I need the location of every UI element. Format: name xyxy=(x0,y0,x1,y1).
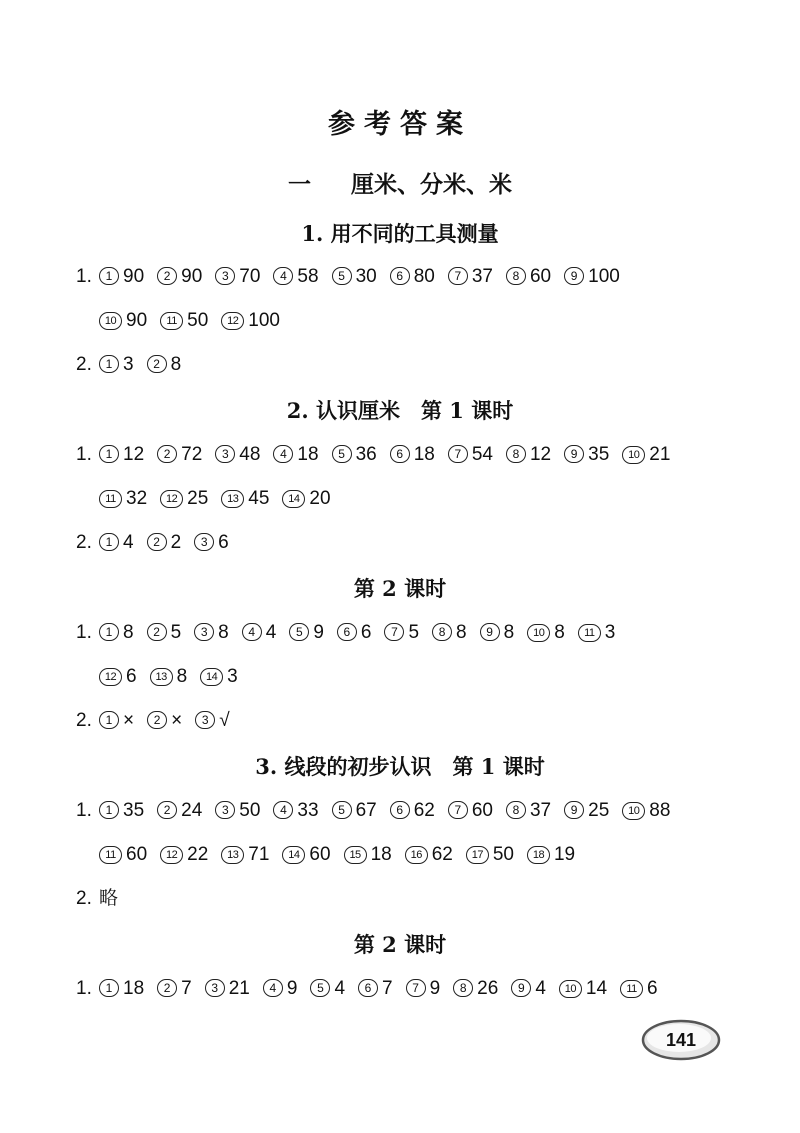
circled-number-marker: 3 xyxy=(215,801,235,819)
circled-number-marker: 9 xyxy=(480,623,500,641)
answer-item xyxy=(147,617,182,649)
page-title: 参考答案 xyxy=(328,109,472,140)
circled-number-marker: 9 xyxy=(564,801,584,819)
answer-item xyxy=(564,261,620,293)
answer-line xyxy=(99,305,293,337)
question-number: 2. xyxy=(76,354,92,375)
answer-item xyxy=(453,973,498,1005)
answer-value: 90 xyxy=(126,310,148,331)
circled-number-marker: 1 xyxy=(99,355,119,373)
chapter-number: 一 xyxy=(288,172,311,198)
circled-number-marker: 11 xyxy=(578,624,601,642)
question-number: 1. xyxy=(76,266,92,287)
answer-line xyxy=(76,617,628,649)
answer-item xyxy=(448,795,493,827)
answer-value: 70 xyxy=(239,266,261,287)
section-heading: 2. 认识厘米 第 1 课时 xyxy=(286,398,514,423)
answer-line xyxy=(99,839,588,871)
answer-line xyxy=(76,527,242,559)
answer-value: 30 xyxy=(355,266,377,287)
answer-value: 4 xyxy=(535,978,546,999)
circled-number-marker: 6 xyxy=(390,267,410,285)
answer-item xyxy=(622,795,670,827)
answer-item xyxy=(332,439,377,471)
answer-value: 9 xyxy=(286,978,298,999)
answer-value: 48 xyxy=(239,444,261,465)
answer-value: 50 xyxy=(492,844,514,865)
answer-line xyxy=(76,705,243,737)
answer-value: 100 xyxy=(248,310,280,331)
circled-number-marker: 1 xyxy=(99,533,119,551)
chapter-title xyxy=(0,165,800,205)
section-heading: 第 2 课时 xyxy=(353,932,447,957)
answer-item xyxy=(99,349,134,381)
question-number: 2. xyxy=(76,532,92,553)
answer-value: 60 xyxy=(529,266,552,287)
answer-value: 100 xyxy=(588,266,620,287)
answer-item xyxy=(205,973,250,1005)
answer-item xyxy=(527,839,575,871)
answer-value: 24 xyxy=(181,800,203,821)
circled-number-marker: 12 xyxy=(99,668,122,686)
answer-item xyxy=(448,439,493,471)
answer-value: 12 xyxy=(123,444,145,465)
answer-item xyxy=(194,617,229,649)
circled-number-marker: 5 xyxy=(310,979,330,997)
circled-number-marker: 13 xyxy=(150,668,173,686)
answer-item xyxy=(506,261,551,293)
answer-item xyxy=(99,705,134,737)
answer-value: 62 xyxy=(431,844,453,865)
answer-item xyxy=(384,617,419,649)
answer-value: 71 xyxy=(248,844,270,865)
circled-number-marker: 13 xyxy=(221,490,244,508)
answer-value: 58 xyxy=(297,266,319,287)
circled-number-marker: 16 xyxy=(405,846,428,864)
circled-number-marker: 1 xyxy=(99,267,119,285)
circled-number-marker: 4 xyxy=(273,267,293,285)
answer-item xyxy=(157,439,202,471)
circled-number-marker: 4 xyxy=(273,445,293,463)
circled-number-marker: 17 xyxy=(466,846,489,864)
circled-number-marker: 8 xyxy=(432,623,452,641)
answer-value: 36 xyxy=(355,444,377,465)
circled-number-marker: 4 xyxy=(263,979,283,997)
answer-item xyxy=(147,705,182,737)
circled-number-marker: 2 xyxy=(157,267,177,285)
circled-number-marker: 14 xyxy=(282,846,305,864)
answer-value: 54 xyxy=(471,444,493,465)
answer-value: 37 xyxy=(529,800,552,821)
answer-item xyxy=(147,349,182,381)
circled-number-marker: 14 xyxy=(282,490,305,508)
answer-item xyxy=(99,439,144,471)
circled-number-marker: 3 xyxy=(215,445,235,463)
answer-item xyxy=(332,261,377,293)
circled-number-marker: 11 xyxy=(99,846,122,864)
question-number: 1. xyxy=(76,978,92,999)
answer-item xyxy=(215,261,260,293)
answer-value: 4 xyxy=(265,622,277,643)
answer-item xyxy=(527,617,565,649)
answer-value: 35 xyxy=(123,800,145,821)
question-number: 1. xyxy=(76,800,92,821)
answer-item xyxy=(99,617,134,649)
answer-value: 18 xyxy=(370,844,392,865)
answer-value: 9 xyxy=(429,978,441,999)
circled-number-marker: 14 xyxy=(200,668,223,686)
answer-item xyxy=(221,483,269,515)
answer-item xyxy=(511,973,546,1005)
circled-number-marker: 1 xyxy=(99,711,119,729)
circled-number-marker: 3 xyxy=(194,623,214,641)
answer-item xyxy=(578,617,616,649)
answer-item xyxy=(273,261,318,293)
answer-item xyxy=(157,795,202,827)
answer-item xyxy=(344,839,392,871)
answer-value: 22 xyxy=(187,844,209,865)
answer-line xyxy=(76,795,683,827)
answer-value: 3 xyxy=(123,354,134,375)
circled-number-marker: 2 xyxy=(147,711,167,729)
answer-value: 90 xyxy=(123,266,145,287)
circled-number-marker: 12 xyxy=(221,312,244,330)
answer-item xyxy=(448,261,493,293)
circled-number-marker: 10 xyxy=(99,312,122,330)
circled-number-marker: 4 xyxy=(273,801,293,819)
circled-number-marker: 1 xyxy=(99,623,119,641)
answer-line xyxy=(76,883,118,915)
circled-number-marker: 8 xyxy=(453,979,473,997)
circled-number-marker: 7 xyxy=(384,623,404,641)
answer-item xyxy=(506,439,551,471)
circled-number-marker: 3 xyxy=(195,711,215,729)
answer-item xyxy=(390,261,435,293)
answer-value: 4 xyxy=(334,978,346,999)
answer-value: 12 xyxy=(529,444,552,465)
answer-item xyxy=(99,261,144,293)
answer-value: 25 xyxy=(588,800,610,821)
answer-item xyxy=(332,795,377,827)
answer-value: 6 xyxy=(218,532,229,553)
answer-value: 8 xyxy=(176,666,188,687)
answer-item xyxy=(466,839,514,871)
answer-item xyxy=(194,527,229,559)
answer-value: 8 xyxy=(503,622,515,643)
answer-value: 60 xyxy=(471,800,493,821)
circled-number-marker: 3 xyxy=(215,267,235,285)
answer-item xyxy=(221,839,269,871)
answer-item xyxy=(282,483,330,515)
answer-item xyxy=(282,839,330,871)
answer-value: 8 xyxy=(554,622,565,643)
answer-item xyxy=(432,617,467,649)
answer-item xyxy=(506,795,551,827)
circled-number-marker: 6 xyxy=(337,623,357,641)
circled-number-marker: 1 xyxy=(99,979,119,997)
circled-number-marker: 1 xyxy=(99,445,119,463)
answer-value: 35 xyxy=(588,444,610,465)
answer-item xyxy=(147,527,182,559)
circled-number-marker: 15 xyxy=(344,846,367,864)
circled-number-marker: 9 xyxy=(564,445,584,463)
answer-item xyxy=(337,617,372,649)
circled-number-marker: 8 xyxy=(506,801,526,819)
page-number: 141 xyxy=(665,1030,697,1050)
answer-item xyxy=(390,439,435,471)
circled-number-marker: 5 xyxy=(289,623,309,641)
answer-item xyxy=(157,261,202,293)
answer-value: 6 xyxy=(360,622,372,643)
question-number: 2. xyxy=(76,710,92,731)
circled-number-marker: 10 xyxy=(622,446,645,464)
answer-value: 18 xyxy=(413,444,435,465)
answer-value: 18 xyxy=(123,978,145,999)
circled-number-marker: 3 xyxy=(194,533,214,551)
answer-value: 9 xyxy=(313,622,324,643)
answer-value: 8 xyxy=(456,622,467,643)
answer-item xyxy=(160,839,208,871)
answer-item xyxy=(157,973,192,1005)
circled-number-marker: 8 xyxy=(506,267,526,285)
answer-line xyxy=(99,661,251,693)
answer-value: 62 xyxy=(413,800,435,821)
answer-item xyxy=(620,973,658,1005)
answer-value: 7 xyxy=(382,978,393,999)
answer-value: 45 xyxy=(248,488,270,509)
answer-item xyxy=(221,305,280,337)
answer-value: 14 xyxy=(585,978,608,999)
circled-number-marker: 10 xyxy=(559,980,582,998)
answer-value: 50 xyxy=(239,800,261,821)
circled-number-marker: 2 xyxy=(147,623,167,641)
answer-value: 88 xyxy=(649,800,671,821)
circled-number-marker: 2 xyxy=(157,801,177,819)
circled-number-marker: 10 xyxy=(622,802,645,820)
question-number: 2. xyxy=(76,888,92,909)
circled-number-marker: 9 xyxy=(564,267,584,285)
circled-number-marker: 6 xyxy=(358,979,378,997)
answer-item xyxy=(195,705,229,737)
question-number: 1. xyxy=(76,444,92,465)
answer-value: 3 xyxy=(227,666,238,687)
answer-item xyxy=(99,305,147,337)
answer-value: 19 xyxy=(553,844,576,865)
answer-value: 6 xyxy=(126,666,137,687)
circled-number-marker: 2 xyxy=(147,533,167,551)
answer-item xyxy=(289,617,324,649)
answer-item xyxy=(99,661,137,693)
question-number: 1. xyxy=(76,622,92,643)
answer-value: 72 xyxy=(181,444,203,465)
circled-number-marker: 12 xyxy=(160,846,183,864)
circled-number-marker: 6 xyxy=(390,445,410,463)
answer-value: 5 xyxy=(408,622,420,643)
circled-number-marker: 5 xyxy=(332,445,352,463)
chapter-name: 厘米、分米、米 xyxy=(351,172,512,198)
answer-value: 67 xyxy=(355,800,377,821)
answer-item xyxy=(99,839,147,871)
answer-value: 8 xyxy=(170,354,182,375)
circled-number-marker: 6 xyxy=(390,801,410,819)
circled-number-marker: 5 xyxy=(332,267,352,285)
answer-value: 25 xyxy=(187,488,209,509)
circled-number-marker: 2 xyxy=(157,445,177,463)
answer-value: √ xyxy=(219,710,230,731)
answer-item xyxy=(160,305,208,337)
answer-value: 32 xyxy=(126,488,148,509)
answer-item xyxy=(559,973,607,1005)
answer-line xyxy=(99,483,344,515)
answer-item xyxy=(564,439,609,471)
answer-line xyxy=(76,261,633,293)
answer-item xyxy=(263,973,298,1005)
answer-item xyxy=(99,527,134,559)
answer-value: 8 xyxy=(123,622,134,643)
circled-number-marker: 1 xyxy=(99,801,119,819)
answer-item xyxy=(150,661,188,693)
answer-item xyxy=(405,839,453,871)
answer-item xyxy=(200,661,238,693)
answer-item xyxy=(242,617,277,649)
circled-number-marker: 3 xyxy=(205,979,225,997)
answer-value: 26 xyxy=(477,978,499,999)
answer-item xyxy=(215,439,260,471)
answer-value: 2 xyxy=(170,532,182,553)
answer-value: 60 xyxy=(126,844,148,865)
answer-item xyxy=(310,973,345,1005)
answer-item xyxy=(564,795,609,827)
circled-number-marker: 4 xyxy=(242,623,262,641)
circled-number-marker: 2 xyxy=(157,979,177,997)
answer-item xyxy=(99,795,144,827)
answer-value: 7 xyxy=(181,978,192,999)
circled-number-marker: 18 xyxy=(527,846,550,864)
page-number-badge xyxy=(640,1018,722,1062)
circled-number-marker: 10 xyxy=(527,624,550,642)
answer-item xyxy=(622,439,670,471)
answer-value: 5 xyxy=(170,622,182,643)
answer-item xyxy=(160,483,208,515)
answer-item xyxy=(480,617,515,649)
section-heading: 1. 用不同的工具测量 xyxy=(301,221,499,246)
circled-number-marker: 7 xyxy=(448,267,468,285)
answer-item xyxy=(273,795,318,827)
answer-item xyxy=(406,973,441,1005)
circled-number-marker: 11 xyxy=(160,312,183,330)
answer-value: 21 xyxy=(649,444,671,465)
answer-value: 90 xyxy=(181,266,203,287)
answer-line xyxy=(76,349,194,381)
answer-value: × xyxy=(171,710,183,731)
answer-value: 50 xyxy=(187,310,209,331)
circled-number-marker: 5 xyxy=(332,801,352,819)
circled-number-marker: 7 xyxy=(406,979,426,997)
circled-number-marker: 11 xyxy=(620,980,643,998)
circled-number-marker: 7 xyxy=(448,445,468,463)
answer-text: 略 xyxy=(99,888,119,909)
answer-line xyxy=(76,973,671,1005)
answer-value: 33 xyxy=(297,800,319,821)
answer-item xyxy=(99,483,147,515)
answer-value: × xyxy=(123,710,135,731)
circled-number-marker: 12 xyxy=(160,490,183,508)
answer-value: 20 xyxy=(309,488,331,509)
answer-item xyxy=(273,439,318,471)
answer-item xyxy=(358,973,393,1005)
circled-number-marker: 11 xyxy=(99,490,122,508)
answer-value: 37 xyxy=(471,266,493,287)
answer-value: 18 xyxy=(297,444,319,465)
circled-number-marker: 8 xyxy=(506,445,526,463)
answer-value: 6 xyxy=(647,978,658,999)
answer-line xyxy=(76,439,683,471)
answer-value: 21 xyxy=(228,978,250,999)
answer-item xyxy=(99,973,144,1005)
circled-number-marker: 9 xyxy=(511,979,531,997)
answer-value: 4 xyxy=(123,532,134,553)
answer-value: 80 xyxy=(413,266,435,287)
circled-number-marker: 2 xyxy=(147,355,167,373)
answer-item xyxy=(215,795,260,827)
circled-number-marker: 7 xyxy=(448,801,468,819)
answer-item xyxy=(390,795,435,827)
answer-value: 60 xyxy=(309,844,331,865)
section-heading: 第 2 课时 xyxy=(353,576,447,601)
section-heading: 3. 线段的初步认识 第 1 课时 xyxy=(255,754,545,779)
answer-value: 8 xyxy=(218,622,229,643)
answer-value: 3 xyxy=(604,622,616,643)
circled-number-marker: 13 xyxy=(221,846,244,864)
